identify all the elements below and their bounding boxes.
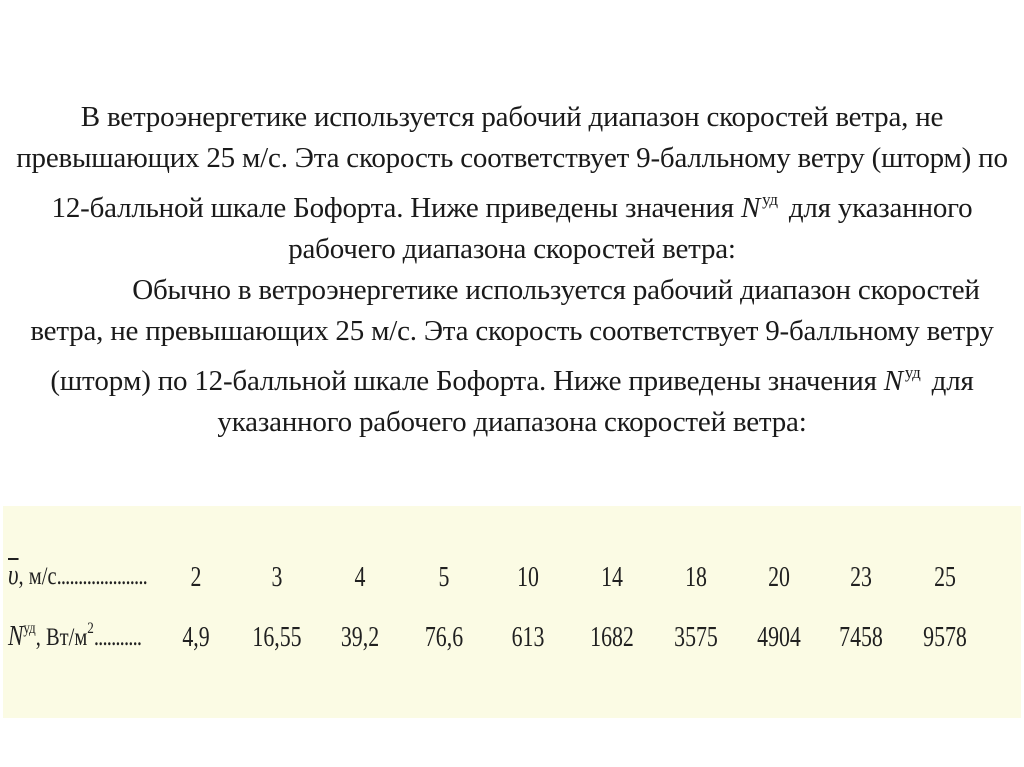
power-unit-exponent: 2	[87, 620, 94, 637]
table-row-specific-power	[0, 620, 1018, 660]
table-cell: 14	[601, 562, 623, 593]
power-unit: , Вт/м	[35, 624, 88, 651]
table-cell: 25	[934, 562, 956, 593]
table-cell: 4904	[757, 622, 801, 653]
table-cell: 7458	[839, 622, 883, 653]
table-cell: 16,55	[252, 622, 302, 653]
row-label-wind-speed	[8, 560, 147, 592]
table-row-wind-speed	[0, 560, 1018, 600]
paragraph-2	[10, 270, 1014, 443]
table-cell: 3	[271, 562, 283, 593]
text-block	[10, 97, 1014, 443]
table-cell: 1682	[590, 622, 634, 653]
table-cell: 18	[685, 562, 707, 593]
n-superscript: уд	[904, 363, 921, 382]
paragraph-1	[10, 97, 1014, 270]
paragraph-2-text-end: для указанного рабочего диапазона скоростей ветра:	[217, 365, 974, 438]
table-cell: 613	[511, 622, 545, 653]
velocity-symbol: $\overline{\upsilon}$	[8, 560, 19, 591]
data-table-panel	[3, 506, 1021, 718]
leader-dots: .....................	[56, 563, 147, 590]
table-cell: 4,9	[182, 622, 210, 653]
table-cell: 3575	[674, 622, 718, 653]
table-cell: 76,6	[424, 622, 464, 653]
n-symbol: N	[740, 192, 761, 224]
leader-dots: ...........	[93, 624, 142, 651]
velocity-unit: , м/с	[18, 563, 57, 590]
paragraph-2-text-start: Обычно в ветроэнергетике используется рабочий диапазон скоростей ветра, не превышающих 25 м/с. Эта скорость соответствует 9-балльному ветру (штopм) по 12-балльной шкале Бофорта. Ниже приведены значения	[30, 274, 994, 397]
table-cell: 9578	[923, 622, 967, 653]
table-cell: 2	[190, 562, 202, 593]
table-cell: 5	[438, 562, 450, 593]
power-superscript: уд	[23, 620, 36, 637]
table-cell: 23	[850, 562, 872, 593]
power-symbol: N	[8, 621, 24, 652]
row-label-specific-power	[8, 620, 141, 653]
paragraph-1-text-start: В ветроэнергетике используется рабочий диапазон скоростей ветра, не превышающих 25 м/с. Эта скорость соответствует 9-балльному ветру (шторм) по 12-балльной шкале Бофорта. Ниже приведены значения	[16, 101, 1008, 224]
paragraph-1-text-end: для указанного рабочего диапазона скоростей ветра:	[288, 192, 973, 265]
table-cell: 39,2	[340, 622, 380, 653]
n-symbol: N	[883, 365, 903, 397]
table-cell: 20	[768, 562, 790, 593]
table-cell: 10	[517, 562, 539, 593]
n-superscript: уд	[762, 190, 778, 209]
table-cell: 4	[354, 562, 366, 593]
